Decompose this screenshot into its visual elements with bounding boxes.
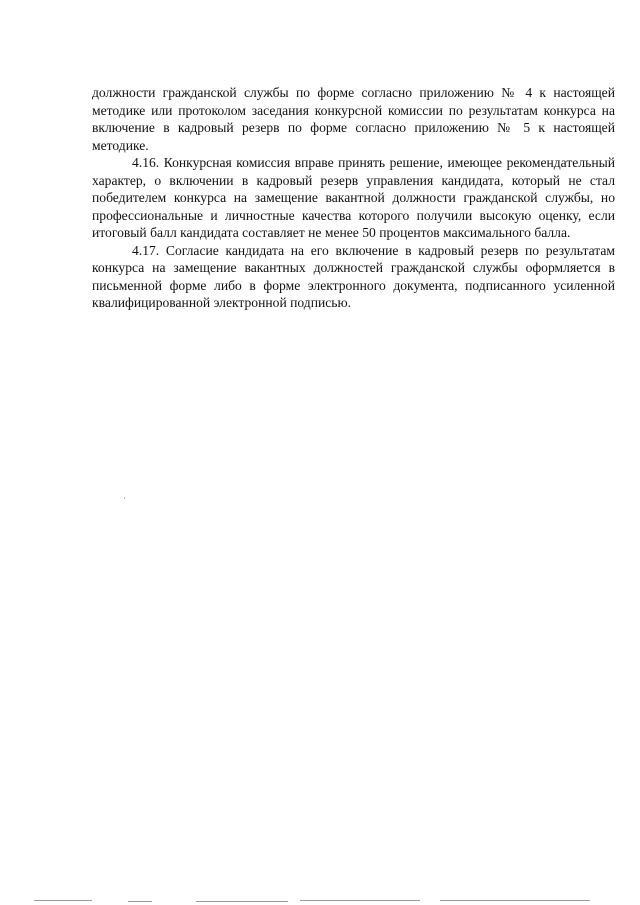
- paragraph-continuation: должности гражданской службы по форме согласно приложению № 4 к настоящей методике или протоколом заседания конкурсной комиссии по результатам конкурса на включение в кадровый резерв по форме согласно приложению № 5 к настоящей методике.: [92, 85, 615, 153]
- scan-artifact-line: [300, 900, 420, 901]
- scan-artifact-line: [128, 901, 152, 902]
- document-body: [92, 84, 615, 312]
- scan-speck: [124, 497, 125, 499]
- scan-bottom-artifacts: [0, 897, 640, 905]
- scan-artifact-line: [196, 901, 288, 902]
- paragraph-4-16: 4.16. Конкурсная комиссия вправе принять решение, имеющее рекомендательный характер, о включении в кадровый резерв управления кандидата, который не стал победителем конкурса на замещение вакантной должности гражданской службы, но профессиональные и личностные качества которого получили высокую оценку, если итоговый балл кандидата составляет не менее 50 процентов максимального балла.: [92, 155, 615, 240]
- scan-artifact-line: [34, 900, 92, 901]
- paragraph-4-17: 4.17. Согласие кандидата на его включение в кадровый резерв по результатам конкурса на замещение вакантных должностей гражданской службы оформляется в письменной форме либо в форме электронного документа, подписанного усиленной квалифицированной электронной подписью.: [92, 242, 615, 310]
- scan-artifact-line: [440, 900, 590, 901]
